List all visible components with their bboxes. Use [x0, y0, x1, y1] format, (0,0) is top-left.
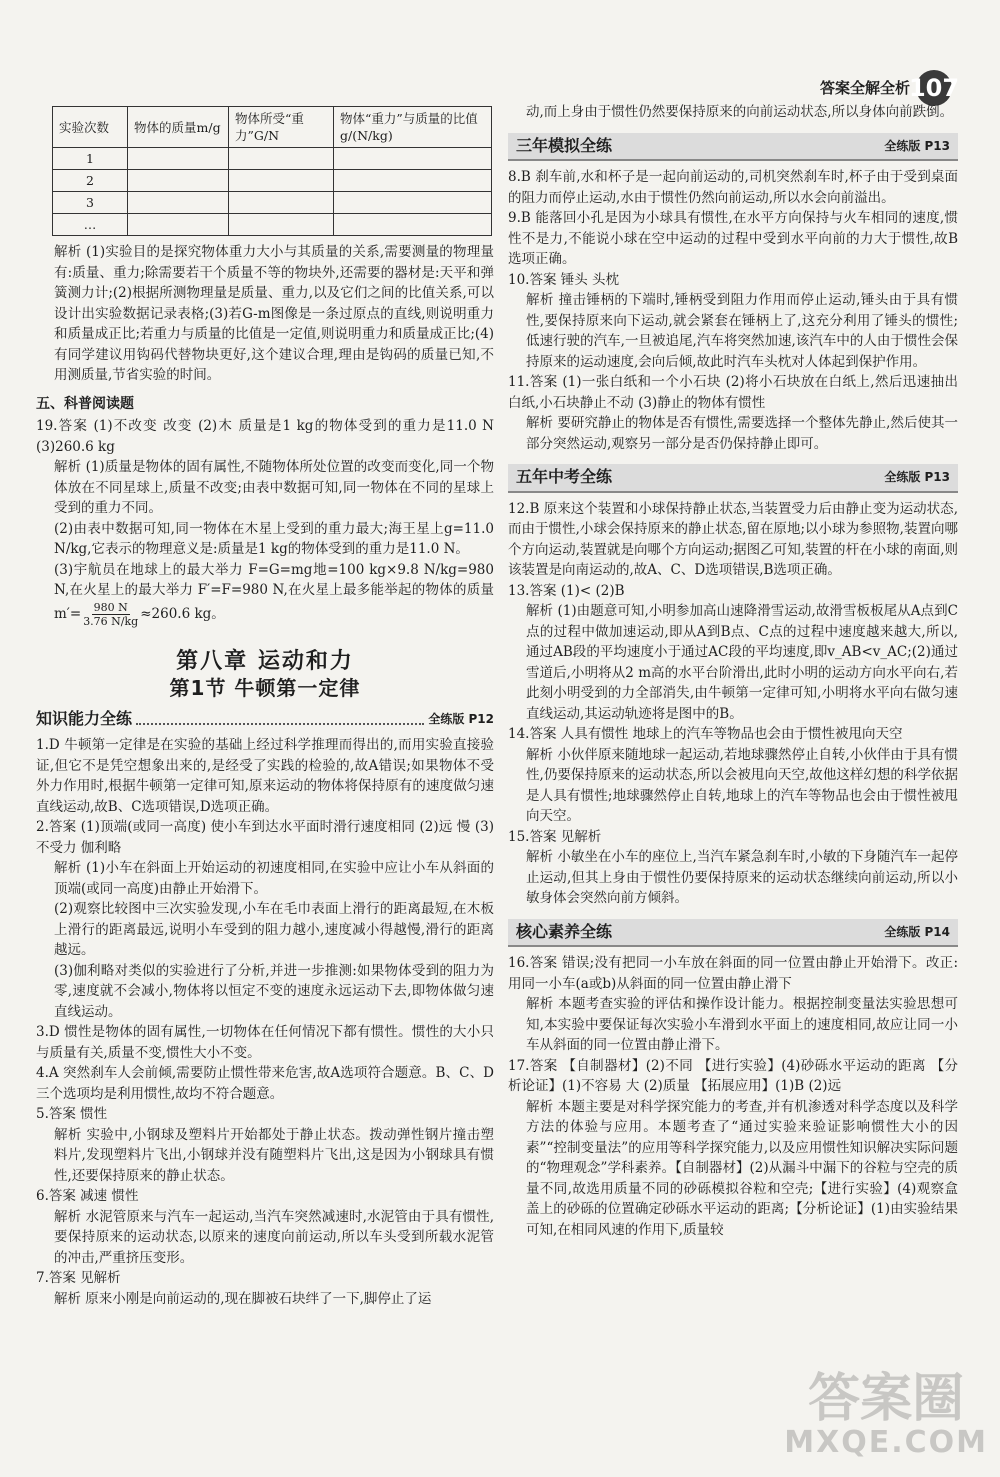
analysis-q7: 解析 原来小刚是向前运动的,现在脚被石块绊了一下,脚停止了运 [54, 1290, 432, 1307]
table-cell: 3 [53, 192, 128, 214]
analysis-q6: 解析 水泥管原来与汽车一起运动,当汽车突然减速时,水泥管由于具有惯性,要保持原来的运动状态,以原来的速度向前运动,所以车头受到所载水泥管的冲击,严重挤压变形。 [54, 1208, 494, 1266]
chapter-title: 第八章 运动和力 [176, 648, 354, 674]
data-table [52, 106, 492, 236]
section-bar-core-literacy [508, 919, 958, 948]
analysis-q10: 解析 撞击锤柄的下端时,锤柄受到阻力作用而停止运动,锤头由于具有惯性,要保持原来向下运动,就会紧套在锤柄上了,这充分利用了锤头的惯性;低速行驶的汽车,一旦被追尾,汽车将突然加速,该汽车中的人由于惯性会保持原来的运动速度,会向后倾,故此时汽车头枕对人体起到保护作用。 [526, 292, 958, 370]
analysis-q18: 解析 (1)实验目的是探究物体重力大小与其质量的关系,需要测量的物理量有:质量、重力;除需要若干个质量不等的物块外,还需要的器材是:天平和弹簧测力计;(2)根据所测物理量是质量、重力,以及它们之间的比值关系,可以设计出实验数据记录表格;(3)若G-m图像是一条过原点的直线,则说明重力和质量成正比;若重力与质量的比值是一定值,则说明重力和质量成正比;(4)有同学建议用钩码代替物块更好,这个建议合理,理由是钩码的质量已知,不用测质量,节省实验的时间。 [54, 244, 494, 383]
section-bar-edition: 全练版 P13 [884, 138, 950, 153]
section-bar-title: 五年中考全练 [516, 467, 613, 486]
section-bar-edition: 全练版 P14 [884, 924, 950, 939]
table-header-row [53, 107, 492, 148]
analysis-q2-2: (2)观察比较图中三次实验发现,小车在毛巾表面上滑行的距离最短,在木板上滑行的距离最远,说明小车受到的阻力越小,速度减小得越慢,滑行的距离越远。 [54, 901, 494, 958]
answer-q14: 14.答案 人具有惯性 地球上的汽车等物品也会由于惯性被甩向天空 [508, 726, 903, 742]
analysis-q14: 解析 小伙伴原来随地球一起运动,若地球骤然停止自转,小伙伴由于具有惯性,仍要保持原来的运动状态,所以会被甩向天空,故他这样幻想的科学依据是人具有惯性;地球骤然停止自转,地球上的汽车等物品也会由于惯性被甩向天空。 [526, 746, 958, 824]
answer-q17: 17.答案 【自制器材】(2)不同 【进行实验】(4)砂砾水平运动的距离 【分析论证】(1)不容易 大 (2)质量 【拓展应用】(1)B (2)远 [508, 1057, 958, 1094]
analysis-q15: 解析 小敏坐在小车的座位上,当汽车紧急刹车时,小敏的下身随汽车一起停止运动,但其上身由于惯性仍要保持原来的运动状态继续向前运动,所以小敏身体会突然向前方倾斜。 [526, 849, 958, 906]
section-bar-edition: 全练版 P12 [428, 711, 494, 726]
table-row [53, 170, 492, 192]
analysis-q19-3 [36, 560, 494, 628]
section-title: 第1节 牛顿第一定律 [169, 676, 361, 700]
section-bar-edition: 全练版 P13 [884, 470, 950, 484]
watermark-url: MXQE.COM [784, 1425, 988, 1460]
analysis-q19-3-text: (3)宇航员在地球上的最大举力 F=G=mg地=100 kg×9.8 N/kg=980 N,在火星上的最大举力 F′=F=980 N,在火星上最多能举起的物体的质量 m′= [54, 561, 494, 622]
answer-q11: 11.答案 (1)一张白纸和一个小石块 (2)将小石块放在白纸上,然后迅速抽出白纸,小石块静止不动 (3)静止的物体有惯性 [508, 374, 958, 411]
dotted-divider [136, 713, 424, 725]
answer-q19: 19.答案 (1)不改变 改变 (2)木 质量是1 kg的物体受到的重力是11.0 N (3)260.6 kg [36, 418, 494, 455]
table-header-cell: 物体所受“重力”G/N [229, 107, 334, 148]
table-row [53, 192, 492, 214]
answer-q3: 3.D 惯性是物体的固有属性,一切物体在任何情况下都有惯性。惯性的大小只与质量有关,质量不变,惯性大小不变。 [36, 1024, 494, 1061]
answer-q10: 10.答案 锤头 头枕 [508, 271, 620, 288]
page-number: 107 [916, 70, 952, 106]
left-column [36, 102, 494, 1309]
fraction-denominator: 3.76 N/kg [83, 614, 139, 628]
answer-q7: 7.答案 见解析 [36, 1270, 121, 1286]
section-bar-title: 核心素养全练 [516, 921, 613, 941]
analysis-q19-2: (2)由表中数据可知,同一物体在木星上受到的重力最大;海王星上g=11.0 N/kg,它表示的物理意义是:质量是1 kg的物体受到的重力是11.0 N。 [54, 520, 494, 557]
table-cell: … [53, 214, 128, 236]
analysis-q16: 解析 本题考查实验的评估和操作设计能力。根据控制变量法实验思想可知,本实验中要保证每次实验小车滑到水平面上的速度相同,故应让同一小车从斜面的同一位置由静止滑下。 [526, 996, 958, 1053]
analysis-q19-3-result: ≈260.6 kg。 [140, 605, 225, 622]
table-cell: 2 [53, 170, 128, 192]
section-bar-title: 三年模拟全练 [516, 135, 613, 155]
answer-q2: 2.答案 (1)顶端(或同一高度) 使小车到达水平面时滑行速度相同 (2)远 慢 (3)不受力 伽利略 [36, 819, 494, 856]
page-header [819, 70, 960, 106]
watermark-logo [784, 1371, 988, 1459]
fraction [83, 601, 138, 628]
table-header-cell: 物体“重力”与质量的比值g/(N/kg) [334, 107, 492, 148]
answer-q6: 6.答案 减速 惯性 [36, 1188, 139, 1204]
answer-q1: 1.D 牛顿第一定律是在实验的基础上经过科学推理而得出的,而用实验直接验证,但它不是凭空想象出来的,是经受了实践的检验的,故A错误;如果物体不受外力作用时,根据牛顿第一定律可知,原来运动的物体将保持原有的速度做匀速直线运动,故B、C选项错误,D选项正确。 [36, 737, 494, 815]
answer-q12: 12.B 原来这个装置和小球保持静止状态,当装置受力后由静止变为运动状态,而由于惯性,小球会保持原来的静止状态,留在原地;以小球为参照物,装置向哪个方向运动,装置就是向哪个方向运动;据图乙可知,装置的杆在小球的南面,则该装置是向南运动的,故A、C、D选项错误,B选项正确。 [508, 500, 958, 578]
analysis-q17: 解析 本题主要是对科学探究能力的考查,并有机渗透对科学态度以及科学方法的体验与应用。本题考查了“通过实验来验证影响惯性大小的因素”“控制变量法”的应用等科学探究能力,以及应用惯性知识解决实际问题的“物理观念”学科素养。【自制器材】(2)从漏斗中漏下的谷粒与空壳的质量不同,故选用质量不同的砂砾模拟谷粒和空壳;【进行实验】(4)观察盒盖上的砂砾的位置确定砂砾水平运动的距离;【分析论证】(1)由实验结果可知,在相同风速的作用下,质量较 [526, 1098, 958, 1238]
answer-q4: 4.A 突然刹车人会前倾,需要防止惯性带来危害,故A选项符合题意。B、C、D三个选项均是利用惯性,故均不符合题意。 [36, 1065, 494, 1102]
section-bar-title: 知识能力全练 [36, 708, 133, 728]
subsection-title: 五、科普阅读题 [36, 395, 134, 412]
analysis-q19-1: 解析 (1)质量是物体的固有属性,不随物体所处位置的改变而变化,同一个物体放在不同星球上,质量不改变;由表中数据可知,同一物体在不同的星球上受到的重力不同。 [54, 459, 494, 516]
table-cell: 1 [53, 148, 128, 170]
table-row [53, 214, 492, 236]
header-title: 答案全解全析 [819, 78, 910, 97]
analysis-q2-3: (3)伽利略对类似的实验进行了分析,并进一步推测:如果物体受到的阻力为零,速度就不会减小,物体将以恒定不变的速度永远运动下去,即物体做匀速直线运动。 [54, 962, 494, 1020]
analysis-q7-continued: 动,而上身由于惯性仍然要保持原来的向前运动状态,所以身体向前跌倒。 [526, 104, 954, 120]
section-bar-five-year [508, 464, 958, 493]
table-header-cell: 物体的质量m/g [128, 107, 229, 148]
fraction-numerator: 980 N [93, 600, 128, 614]
answer-q16: 16.答案 错误;没有把同一小车放在斜面的同一位置由静止开始滑下。改正:用同一小车(a或b)从斜面的同一位置由静止滑下 [508, 955, 958, 992]
table-header-cell: 实验次数 [53, 107, 128, 148]
right-column [508, 102, 958, 1240]
answer-q15: 15.答案 见解析 [508, 828, 602, 845]
analysis-q11: 解析 要研究静止的物体是否有惯性,需要选择一个整体先静止,然后使其一部分突然运动,观察另一部分是否仍保持静止即可。 [526, 415, 958, 452]
answer-q8: 8.B 刹车前,水和杯子是一起向前运动的,司机突然刹车时,杯子由于受到桌面的阻力而停止运动,水由于惯性仍然向前运动,所以水会向前溢出。 [508, 169, 958, 206]
answer-q9: 9.B 能落回小孔是因为小球具有惯性,在水平方向保持与火车相同的速度,惯性不是力,不能说小球在空中运动的过程中受到水平向前的力大于惯性,故B选项正确。 [508, 210, 958, 267]
answer-q5: 5.答案 惯性 [36, 1106, 108, 1122]
analysis-q5: 解析 实验中,小钢球及塑料片开始都处于静止状态。拨动弹性钢片撞击塑料片,发现塑料片飞出,小钢球并没有随塑料片飞出,这是因为小钢球具有惯性,还要保持原来的静止状态。 [54, 1126, 494, 1184]
section-bar-three-year [508, 133, 958, 162]
section-bar-knowledge [36, 709, 494, 730]
answer-q13: 13.答案 (1)< (2)B [508, 582, 625, 599]
table-row [53, 148, 492, 170]
watermark-text: 答案圈 [808, 1369, 965, 1429]
analysis-q13: 解析 (1)由题意可知,小明参加高山速降滑雪运动,故滑雪板板尾从A点到C点的过程中做加速运动,即从A到B点、C点的过程中速度越来越大,所以,通过AB段的平均速度小于通过AC段的平均速度,即v_AB<v_AC;(2)通过雪道后,小明将从2 m高的水平台阶滑出,此时小明的运动方向水平向右,若此刻小明受到的力全部消失,由牛顿第一定律可知,小明将水平向右做匀速直线运动,其运动轨迹将是图中的B。 [526, 603, 958, 722]
analysis-q2-1: 解析 (1)小车在斜面上开始运动的初速度相同,在实验中应让小车从斜面的顶端(或同一高度)由静止开始滑下。 [54, 860, 494, 897]
